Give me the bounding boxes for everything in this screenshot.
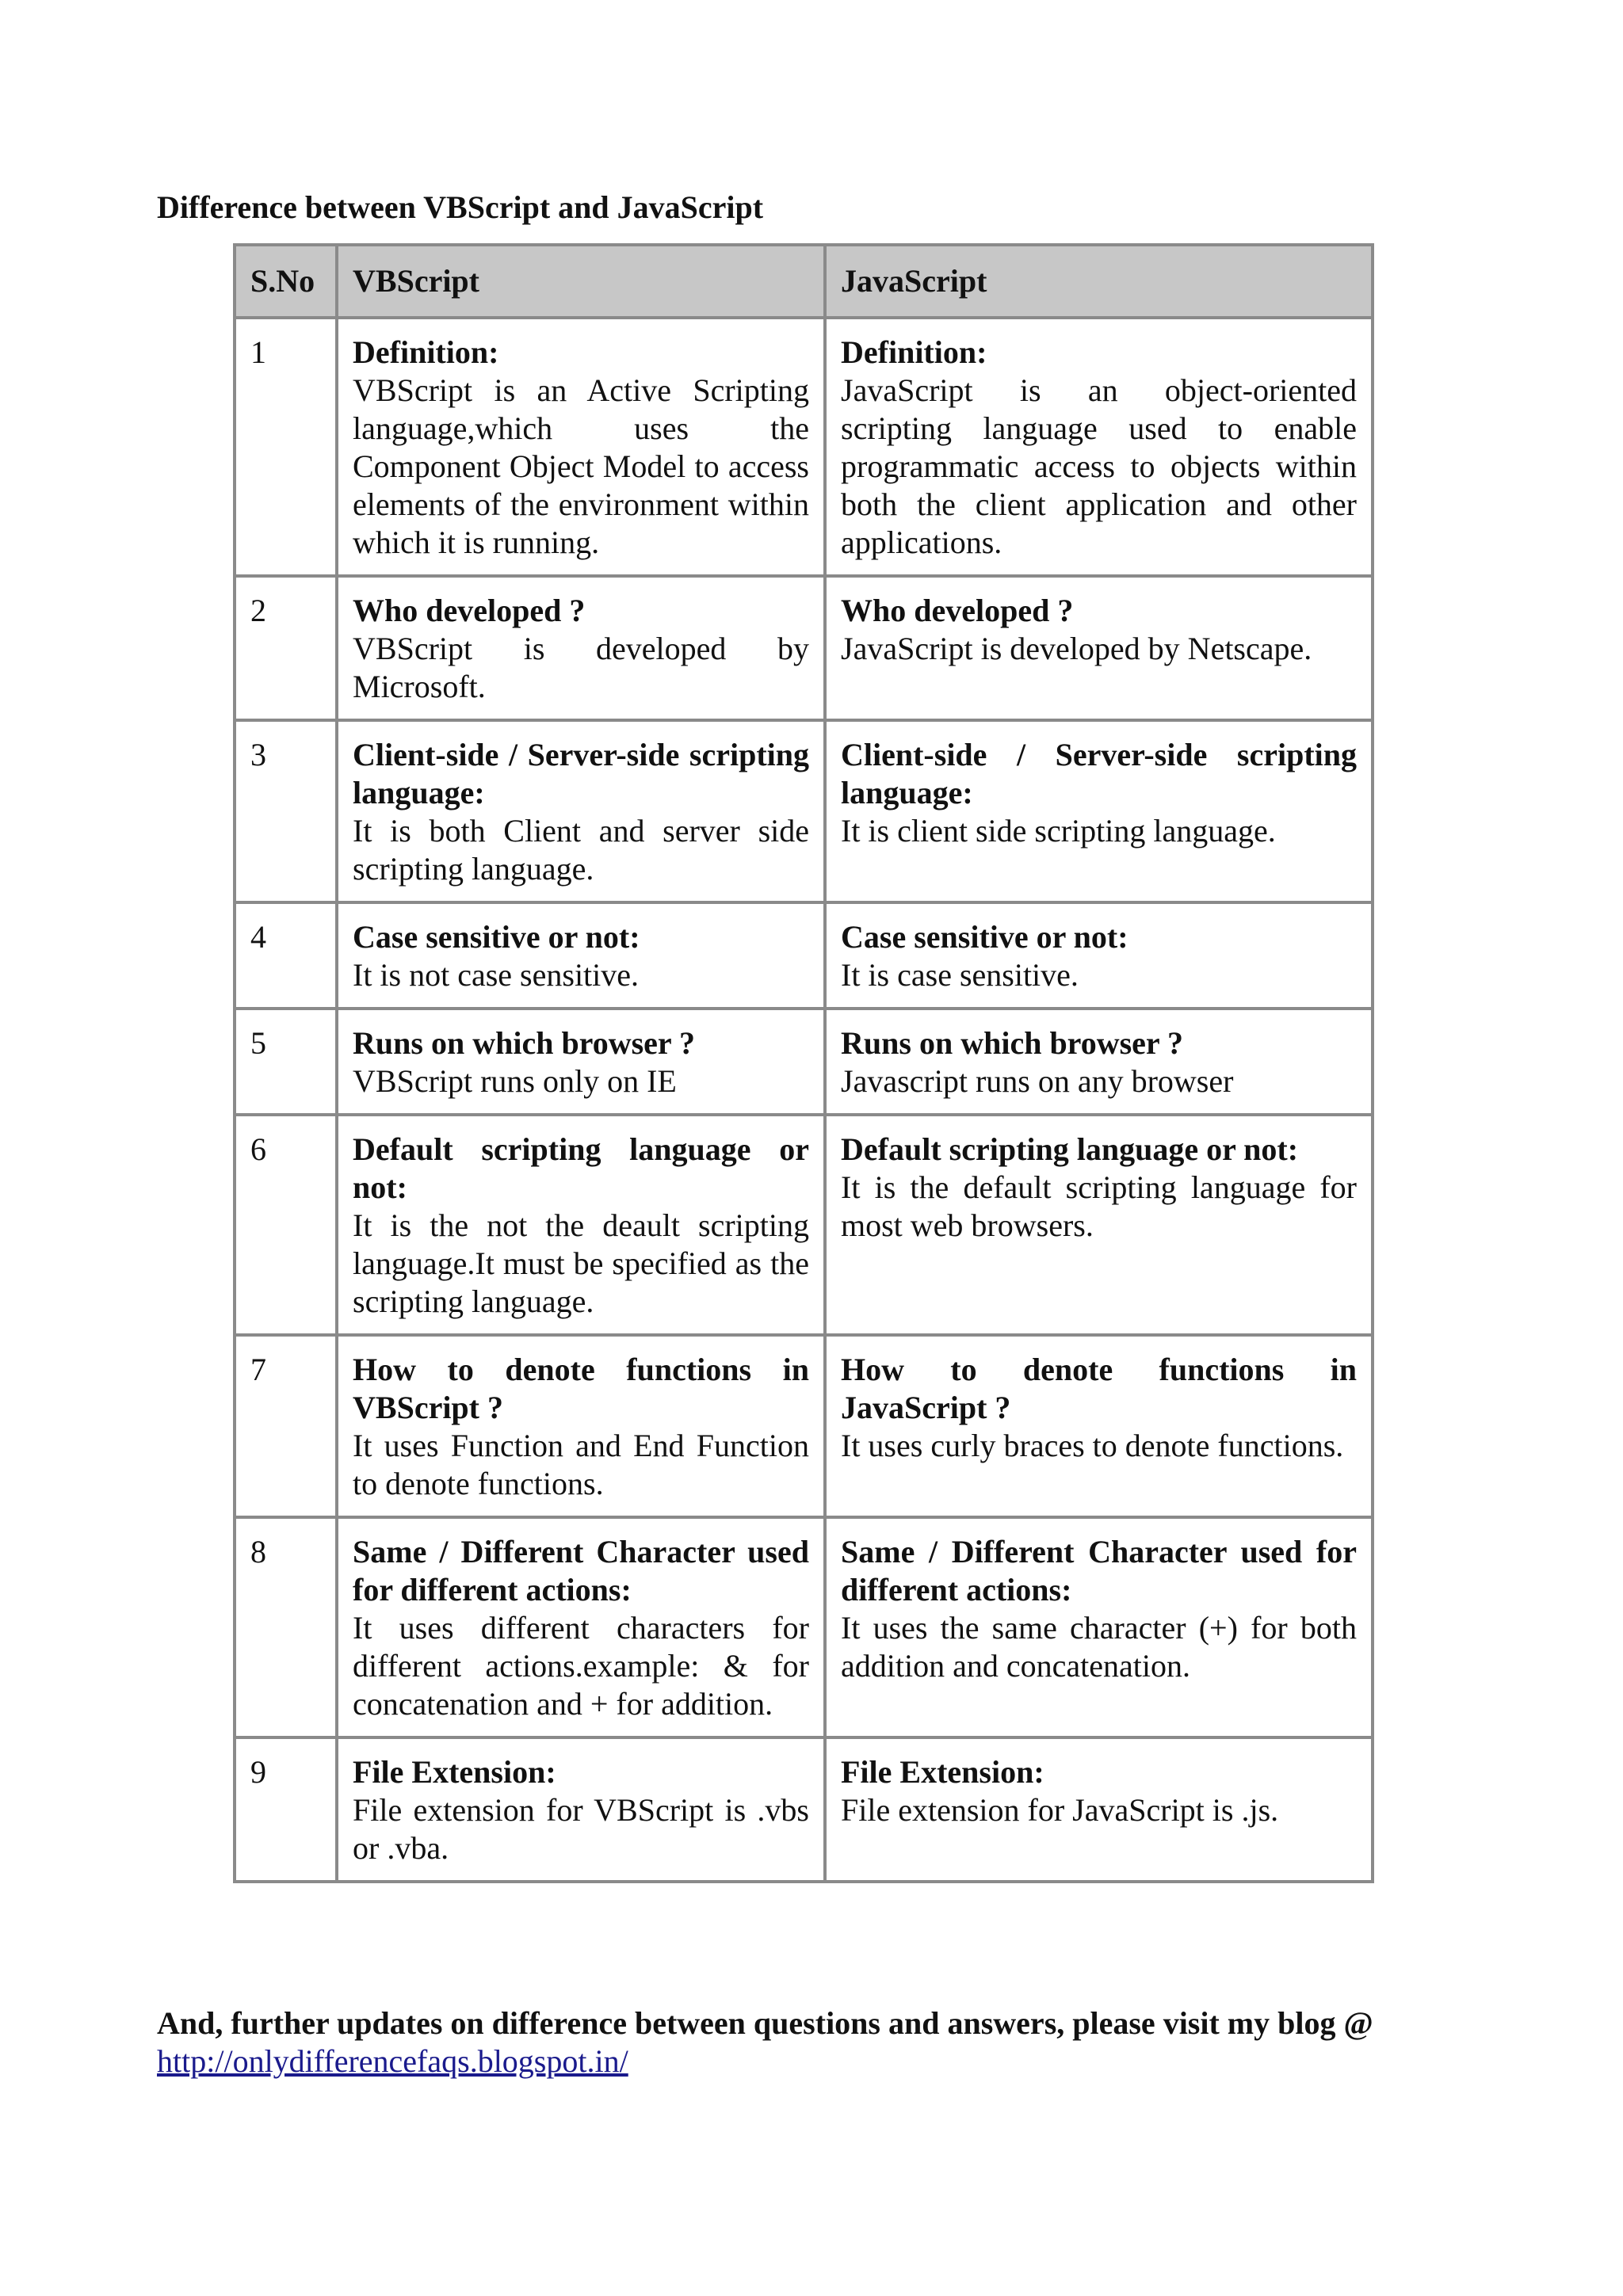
javascript-heading: Default scripting language or not:: [841, 1131, 1299, 1167]
javascript-heading: Case sensitive or not:: [841, 919, 1128, 955]
javascript-cell: [825, 1009, 1373, 1115]
vbscript-cell: [337, 1517, 825, 1737]
javascript-text: It uses the same character (+) for both addition and concatenation.: [841, 1610, 1357, 1684]
vbscript-heading: Client-side / Server-side scripting language:: [353, 737, 809, 810]
javascript-cell: [825, 720, 1373, 902]
row-number: 8: [235, 1517, 337, 1737]
vbscript-text: It is both Client and server side scripting language.: [353, 813, 809, 887]
vbscript-heading: Case sensitive or not:: [353, 919, 640, 955]
vbscript-heading: File Extension:: [353, 1754, 556, 1790]
comparison-table: [233, 243, 1374, 1883]
javascript-cell: [825, 902, 1373, 1009]
vbscript-text: It uses Function and End Function to denote functions.: [353, 1428, 809, 1501]
vbscript-heading: Who developed ?: [353, 593, 586, 628]
row-number: 9: [235, 1737, 337, 1882]
vbscript-cell: [337, 720, 825, 902]
javascript-heading: Who developed ?: [841, 593, 1074, 628]
vbscript-text: VBScript is an Active Scripting language,which uses the Component Object Model to access elements of the environment within which it is running.: [353, 372, 809, 560]
javascript-cell: [825, 1115, 1373, 1335]
vbscript-heading: How to denote functions in VBScript ?: [353, 1352, 809, 1425]
vbscript-heading: Runs on which browser ?: [353, 1025, 695, 1061]
row-number: 2: [235, 576, 337, 720]
table-row: [235, 576, 1373, 720]
header-javascript: JavaScript: [825, 245, 1373, 318]
vbscript-cell: [337, 1335, 825, 1517]
header-vbscript: VBScript: [337, 245, 825, 318]
vbscript-cell: [337, 318, 825, 576]
javascript-heading: File Extension:: [841, 1754, 1044, 1790]
javascript-text: JavaScript is developed by Netscape.: [841, 631, 1312, 666]
vbscript-text: It uses different characters for different actions.example: & for concatenation and + for addition.: [353, 1610, 809, 1722]
javascript-text: JavaScript is an object-oriented scripting language used to enable programmatic access to objects within both the client application and other applications.: [841, 372, 1357, 560]
table-row: [235, 1335, 1373, 1517]
javascript-cell: [825, 1737, 1373, 1882]
table-row: [235, 1737, 1373, 1882]
javascript-cell: [825, 576, 1373, 720]
javascript-heading: Same / Different Character used for different actions:: [841, 1534, 1357, 1608]
row-number: 5: [235, 1009, 337, 1115]
javascript-text: It uses curly braces to denote functions.: [841, 1428, 1344, 1463]
footer: [157, 2004, 1504, 2081]
javascript-cell: [825, 1335, 1373, 1517]
table-header-row: [235, 245, 1373, 318]
row-number: 1: [235, 318, 337, 576]
vbscript-cell: [337, 1737, 825, 1882]
vbscript-text: It is not case sensitive.: [353, 957, 640, 993]
page-title: Difference between VBScript and JavaScript: [157, 189, 764, 225]
row-number: 6: [235, 1115, 337, 1335]
javascript-text: Javascript runs on any browser: [841, 1063, 1234, 1099]
javascript-heading: How to denote functions in JavaScript ?: [841, 1352, 1357, 1425]
header-sno: S.No: [235, 245, 337, 318]
vbscript-heading: Same / Different Character used for different actions:: [353, 1534, 809, 1608]
vbscript-text: VBScript is developed by Microsoft.: [353, 631, 809, 704]
vbscript-heading: Default scripting language or not:: [353, 1131, 809, 1205]
blog-link[interactable]: http://onlydifferencefaqs.blogspot.in/: [157, 2043, 628, 2079]
footer-text: And, further updates on difference between questions and answers, please visit my blog @: [157, 2005, 1373, 2041]
vbscript-text: VBScript runs only on IE: [353, 1063, 677, 1099]
javascript-cell: [825, 1517, 1373, 1737]
javascript-heading: Runs on which browser ?: [841, 1025, 1183, 1061]
row-number: 3: [235, 720, 337, 902]
table-row: [235, 902, 1373, 1009]
javascript-text: It is case sensitive.: [841, 957, 1079, 993]
vbscript-cell: [337, 1115, 825, 1335]
table-row: [235, 1009, 1373, 1115]
javascript-cell: [825, 318, 1373, 576]
vbscript-cell: [337, 576, 825, 720]
vbscript-cell: [337, 1009, 825, 1115]
table-row: [235, 1115, 1373, 1335]
javascript-text: It is the default scripting language for most web browsers.: [841, 1169, 1357, 1243]
table-row: [235, 720, 1373, 902]
table-row: [235, 1517, 1373, 1737]
javascript-heading: Client-side / Server-side scripting language:: [841, 737, 1357, 810]
vbscript-cell: [337, 902, 825, 1009]
row-number: 4: [235, 902, 337, 1009]
vbscript-text: File extension for VBScript is .vbs or .vba.: [353, 1792, 809, 1866]
javascript-heading: Definition:: [841, 334, 987, 370]
javascript-text: File extension for JavaScript is .js.: [841, 1792, 1279, 1828]
table-body: [235, 318, 1373, 1882]
vbscript-heading: Definition:: [353, 334, 499, 370]
row-number: 7: [235, 1335, 337, 1517]
table-row: [235, 318, 1373, 576]
javascript-text: It is client side scripting language.: [841, 813, 1276, 849]
vbscript-text: It is the not the deault scripting language.It must be specified as the scripting language.: [353, 1207, 809, 1319]
